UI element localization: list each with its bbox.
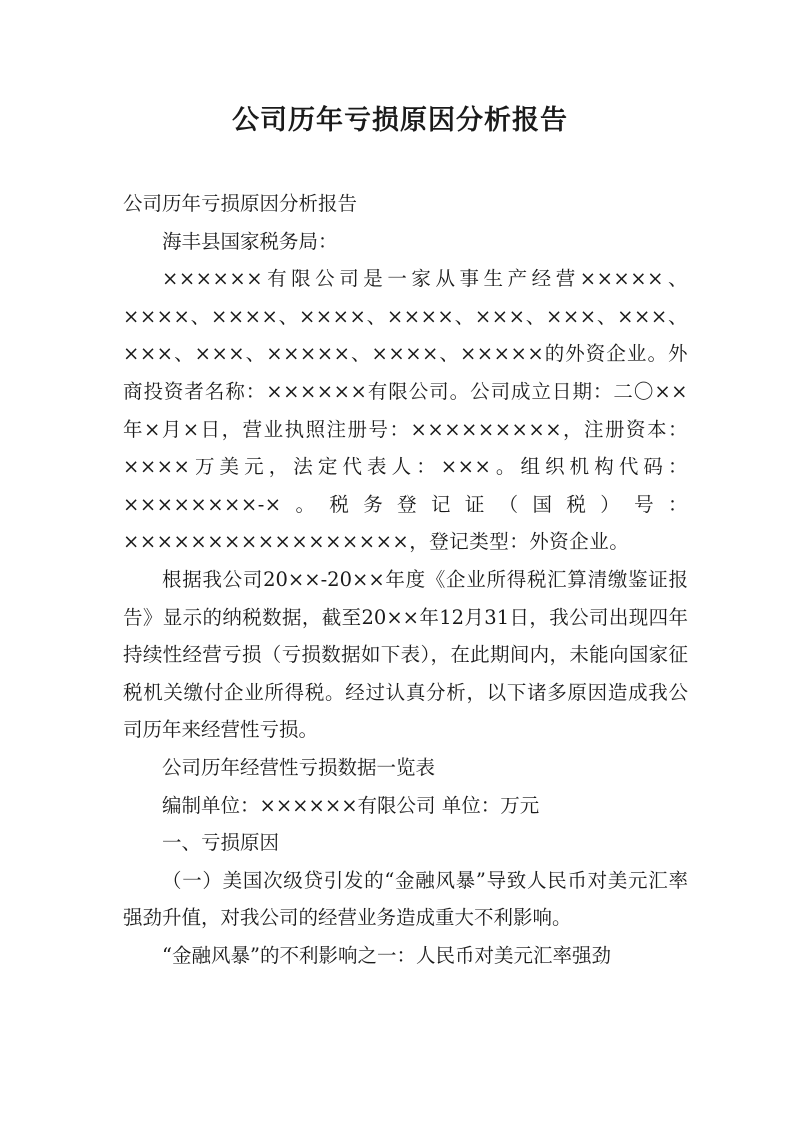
- company-info-paragraph: ××××××有限公司是一家从事生产经营×××××、××××、××××、××××、××××、×××、×××、×××、×××、×××、×××××、××××、×××××的外资企业。外商投资者名称：××××××有限公司。公司成立日期：二〇××年×月×日，营业执照注册号：×××××××××，注册资本：××××万美元，法定代表人：×××。组织机构代码：××××××××-×。税务登记证（国税）号：×××××××××××××××××，登记类型：外资企业。: [123, 267, 688, 554]
- table-caption: 公司历年经营性亏损数据一览表: [162, 755, 436, 779]
- addressee: 海丰县国家税务局：: [162, 229, 338, 253]
- financial-crisis-impact-paragraph: “金融风暴”的不利影响之一：人民币对美元汇率强劲: [162, 943, 611, 967]
- reason-one-paragraph: （一）美国次级贷引发的“金融风暴”导致人民币对美元汇率强劲升值，对我公司的经营业务造成重大不利影响。: [123, 868, 688, 930]
- section-heading-loss-reasons: 一、亏损原因: [162, 831, 280, 855]
- body-heading: 公司历年亏损原因分析报告: [123, 192, 358, 215]
- table-unit-line: 编制单位：××××××有限公司 单位：万元: [162, 793, 540, 817]
- loss-summary-paragraph: 根据我公司20××-20××年度《企业所得税汇算清缴鉴证报告》显示的纳税数据，截至20××年12月31日，我公司出现四年持续性经营亏损（亏损数据如下表），在此期间内，未能向国家征税机关缴付企业所得税。经过认真分析，以下诸多原因造成我公司历年来经营性亏损。: [123, 567, 688, 742]
- document-body: [123, 185, 688, 974]
- document-title: 公司历年亏损原因分析报告: [232, 105, 568, 136]
